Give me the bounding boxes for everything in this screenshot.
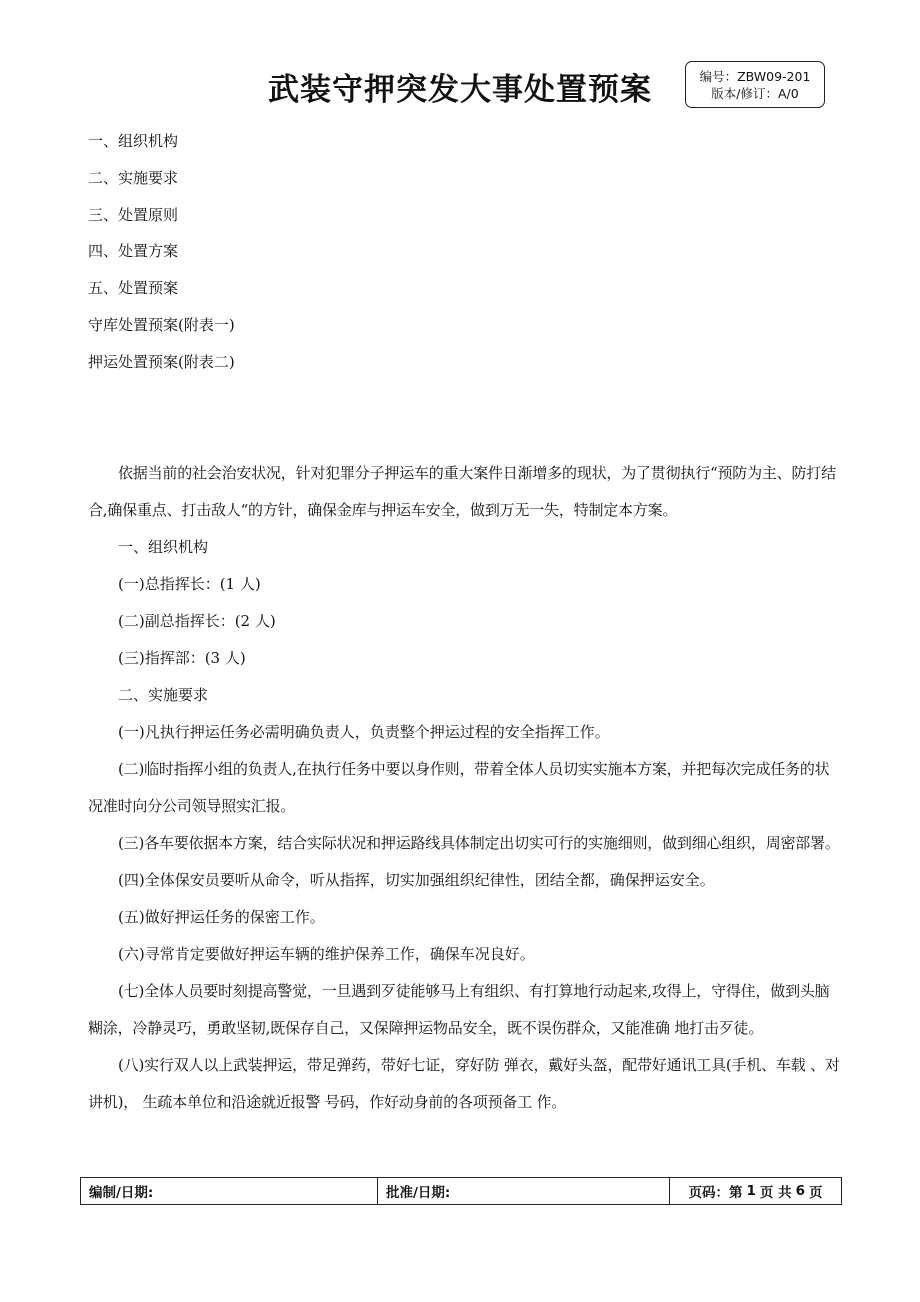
paragraph: (七)全体人员要时刻提高警觉，一旦遇到歹徒能够马上有组织、有打算地行动起来,攻得上，守得住，做到头脑糊涂，冷静灵巧，勇敢坚韧,既保存自己，又保障押运物品安全，既不误伤群众，又能准确 地打击歹徒。 [88, 982, 830, 1037]
document-title: 武装守押突发大事处置预案 [268, 72, 652, 108]
approver-date-cell [378, 1178, 670, 1204]
paragraph: (二)临时指挥小组的负责人,在执行任务中要以身作则，带着全体人员切实实施本方案，并把每次完成任务的状况准时向分公司领导照实汇报。 [88, 760, 830, 815]
paragraph: (六)寻常肯定要做好押运车辆的维护保养工作，确保车况良好。 [118, 945, 535, 963]
paragraph: (八)实行双人以上武装押运，带足弹药，带好七证，穿好防 弹衣，戴好头盔，配带好通讯工具(手机、车载 、对讲机)， 生疏本单位和沿途就近报警 号码，作好动身前的各项预备工 作。 [88, 1056, 840, 1111]
paragraph: (五)做好押运任务的保密工作。 [118, 908, 325, 926]
paragraph: (三)指挥部：(3 人) [118, 649, 246, 667]
table-of-contents [88, 128, 235, 386]
page-mid: 页 共 [759, 1185, 792, 1201]
toc-item: 五、处置预案 [88, 279, 179, 298]
document-info-box [685, 61, 825, 108]
paragraph: (二)副总指挥长：(2 人) [118, 612, 276, 630]
editor-date-cell [81, 1178, 378, 1204]
toc-item: 四、处置方案 [88, 242, 179, 261]
paragraph: (三)各车要依据本方案，结合实际状况和押运路线具体制定出切实可行的实施细则，做到细心组织，周密部署。 [118, 834, 840, 852]
toc-item: 三、处置原则 [88, 205, 179, 224]
footer-table [80, 1177, 842, 1205]
approver-date-label: 批准/日期: [386, 1185, 451, 1201]
doc-number: 编号：ZBW09-201 [699, 68, 811, 84]
doc-version: 版本/修订：A/0 [711, 85, 799, 101]
paragraph: (一)总指挥长：(1 人) [118, 575, 261, 593]
page-prefix: 页码：第 [688, 1185, 743, 1201]
section-heading: 二、实施要求 [118, 686, 209, 704]
section-heading: 一、组织机构 [118, 538, 209, 556]
toc-item: 二、实施要求 [88, 168, 179, 187]
editor-date-label: 编制/日期: [89, 1185, 154, 1201]
page-total: 6 [795, 1183, 805, 1199]
intro-paragraph: 依据当前的社会治安状况，针对犯罪分子押运车的重大案件日渐增多的现状，为了贯彻执行“预防为主、防打结合,确保重点、打击敌人“的方针，确保金库与押运车安全，做到万无一失，特制定本方案。 [88, 464, 836, 519]
page-suffix: 页 [809, 1185, 823, 1201]
toc-item: 一、组织机构 [88, 132, 179, 150]
toc-item: 守库处置预案(附表一) [88, 315, 235, 334]
page-current: 1 [746, 1183, 756, 1199]
page-number-cell [670, 1178, 841, 1204]
document-body [88, 455, 840, 1121]
toc-item: 押运处置预案(附表二) [88, 352, 235, 371]
paragraph: (一)凡执行押运任务必需明确负责人，负责整个押运过程的安全指挥工作。 [118, 723, 610, 741]
paragraph: (四)全体保安员要听从命令，听从指挥，切实加强组织纪律性，团结全都，确保押运安全。 [118, 871, 715, 889]
